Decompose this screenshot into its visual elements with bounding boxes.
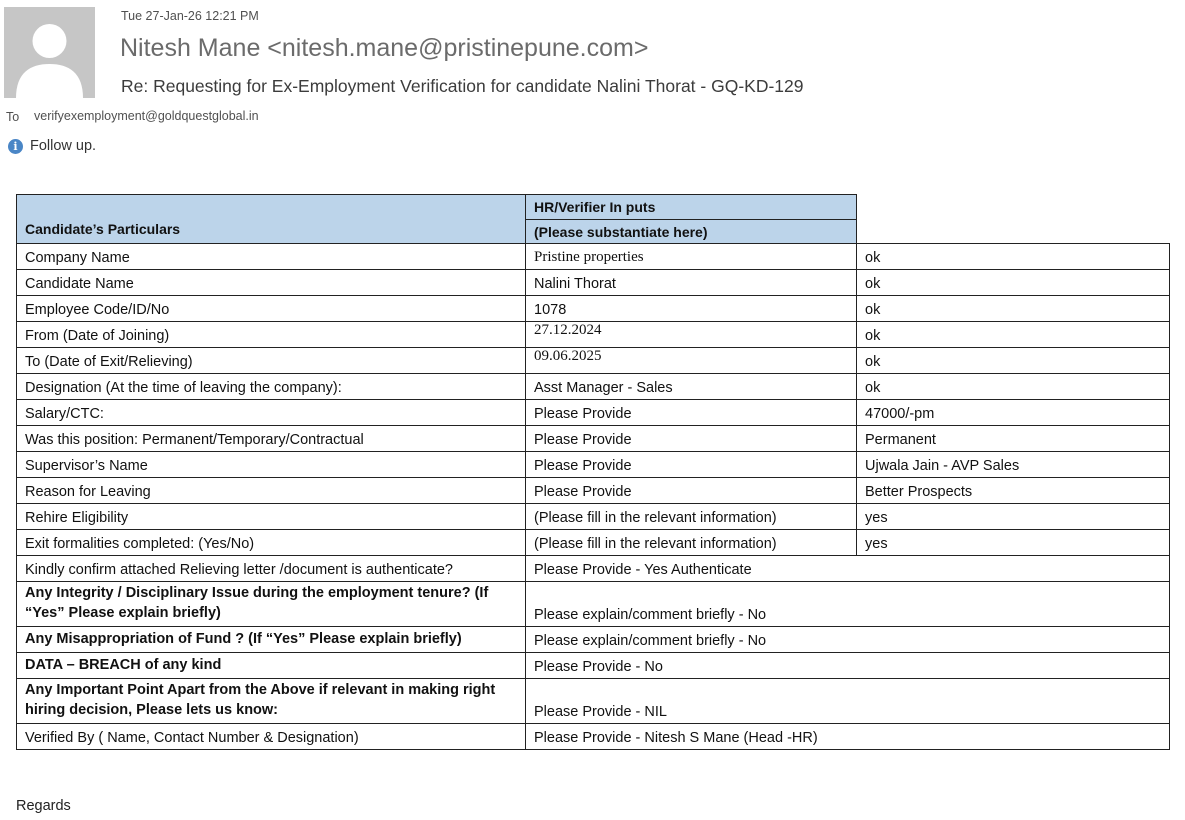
particular-cell: Salary/CTC: <box>17 400 526 426</box>
particular-cell: Verified By ( Name, Contact Number & Designation) <box>17 724 526 750</box>
verifier-remark-cell: ok <box>857 374 1170 400</box>
table-row <box>17 296 1170 322</box>
hr-input-cell: Please Provide <box>526 452 857 478</box>
sent-datetime: Tue 27-Jan-26 12:21 PM <box>121 9 259 23</box>
table-row <box>17 322 1170 348</box>
info-text: Follow up. <box>30 138 97 154</box>
verifier-remark-cell: Ujwala Jain - AVP Sales <box>857 452 1170 478</box>
table-row <box>17 478 1170 504</box>
particular-cell: Supervisor’s Name <box>17 452 526 478</box>
hr-input-cell: Please Provide <box>526 426 857 452</box>
info-icon: i <box>8 139 23 154</box>
hr-input-cell: Please Provide <box>526 400 857 426</box>
verifier-remark-cell: ok <box>857 296 1170 322</box>
verifier-remark-cell: ok <box>857 322 1170 348</box>
header-candidate-particulars: Candidate’s Particulars <box>17 195 526 244</box>
info-bar[interactable] <box>8 137 96 155</box>
hr-input-cell: Asst Manager - Sales <box>526 374 857 400</box>
particular-cell: Designation (At the time of leaving the company): <box>17 374 526 400</box>
particular-cell: DATA – BREACH of any kind <box>17 653 526 679</box>
table-row <box>17 530 1170 556</box>
particular-cell: Exit formalities completed: (Yes/No) <box>17 530 526 556</box>
table-row <box>17 348 1170 374</box>
to-label: To <box>6 110 20 124</box>
hr-input-cell: Please Provide - NIL <box>526 679 1170 724</box>
table-row <box>17 724 1170 750</box>
particular-cell: Reason for Leaving <box>17 478 526 504</box>
table-row <box>17 244 1170 270</box>
hr-input-cell: 09.06.2025 <box>526 348 857 374</box>
hr-input-cell: Please Provide <box>526 478 857 504</box>
table-row <box>17 270 1170 296</box>
header-blank <box>857 195 1170 244</box>
header-hr-substantiate: (Please substantiate here) <box>526 220 857 244</box>
table-row <box>17 582 1170 627</box>
particular-cell: Any Important Point Apart from the Above if relevant in making right hiring decision, Please lets us know: <box>17 679 526 724</box>
sender-name[interactable]: Nitesh Mane <nitesh.mane@pristinepune.com> <box>120 34 649 62</box>
particular-cell: To (Date of Exit/Relieving) <box>17 348 526 374</box>
hr-input-cell: Please explain/comment briefly - No <box>526 582 1170 627</box>
verifier-remark-cell: ok <box>857 348 1170 374</box>
hr-input-cell: Pristine properties <box>526 244 857 270</box>
header-hr-inputs: HR/Verifier In puts <box>526 195 857 220</box>
hr-input-cell: (Please fill in the relevant information) <box>526 504 857 530</box>
particular-cell: Any Integrity / Disciplinary Issue during the employment tenure? (If “Yes” Please explain briefly) <box>17 582 526 627</box>
verifier-remark-cell: yes <box>857 504 1170 530</box>
verification-table <box>16 194 1170 750</box>
table-row <box>17 374 1170 400</box>
hr-input-cell: Please Provide - Yes Authenticate <box>526 556 1170 582</box>
table-row <box>17 627 1170 653</box>
closing-regards: Regards <box>16 798 71 814</box>
table-row <box>17 653 1170 679</box>
hr-input-cell: Please explain/comment briefly - No <box>526 627 1170 653</box>
particular-cell: Any Misappropriation of Fund ? (If “Yes” Please explain briefly) <box>17 627 526 653</box>
person-avatar-icon <box>4 7 95 98</box>
table-row <box>17 400 1170 426</box>
table-row <box>17 556 1170 582</box>
hr-input-cell: (Please fill in the relevant information) <box>526 530 857 556</box>
particular-cell: Candidate Name <box>17 270 526 296</box>
recipient-address[interactable]: verifyexemployment@goldquestglobal.in <box>34 109 259 123</box>
verifier-remark-cell: Permanent <box>857 426 1170 452</box>
verifier-remark-cell: yes <box>857 530 1170 556</box>
table-row <box>17 426 1170 452</box>
verifier-remark-cell: ok <box>857 270 1170 296</box>
particular-cell: From (Date of Joining) <box>17 322 526 348</box>
email-subject: Re: Requesting for Ex-Employment Verification for candidate Nalini Thorat - GQ-KD-129 <box>121 76 804 96</box>
verifier-remark-cell: ok <box>857 244 1170 270</box>
hr-input-cell: 27.12.2024 <box>526 322 857 348</box>
table-row <box>17 679 1170 724</box>
verifier-remark-cell: Better Prospects <box>857 478 1170 504</box>
hr-input-cell: 1078 <box>526 296 857 322</box>
hr-input-cell: Please Provide - Nitesh S Mane (Head -HR) <box>526 724 1170 750</box>
table-row <box>17 452 1170 478</box>
hr-input-cell: Nalini Thorat <box>526 270 857 296</box>
particular-cell: Was this position: Permanent/Temporary/Contractual <box>17 426 526 452</box>
particular-cell: Rehire Eligibility <box>17 504 526 530</box>
hr-input-cell: Please Provide - No <box>526 653 1170 679</box>
table-header-row <box>17 195 1170 220</box>
particular-cell: Kindly confirm attached Relieving letter /document is authenticate? <box>17 556 526 582</box>
particular-cell: Company Name <box>17 244 526 270</box>
particular-cell: Employee Code/ID/No <box>17 296 526 322</box>
verifier-remark-cell: 47000/-pm <box>857 400 1170 426</box>
table-row <box>17 504 1170 530</box>
